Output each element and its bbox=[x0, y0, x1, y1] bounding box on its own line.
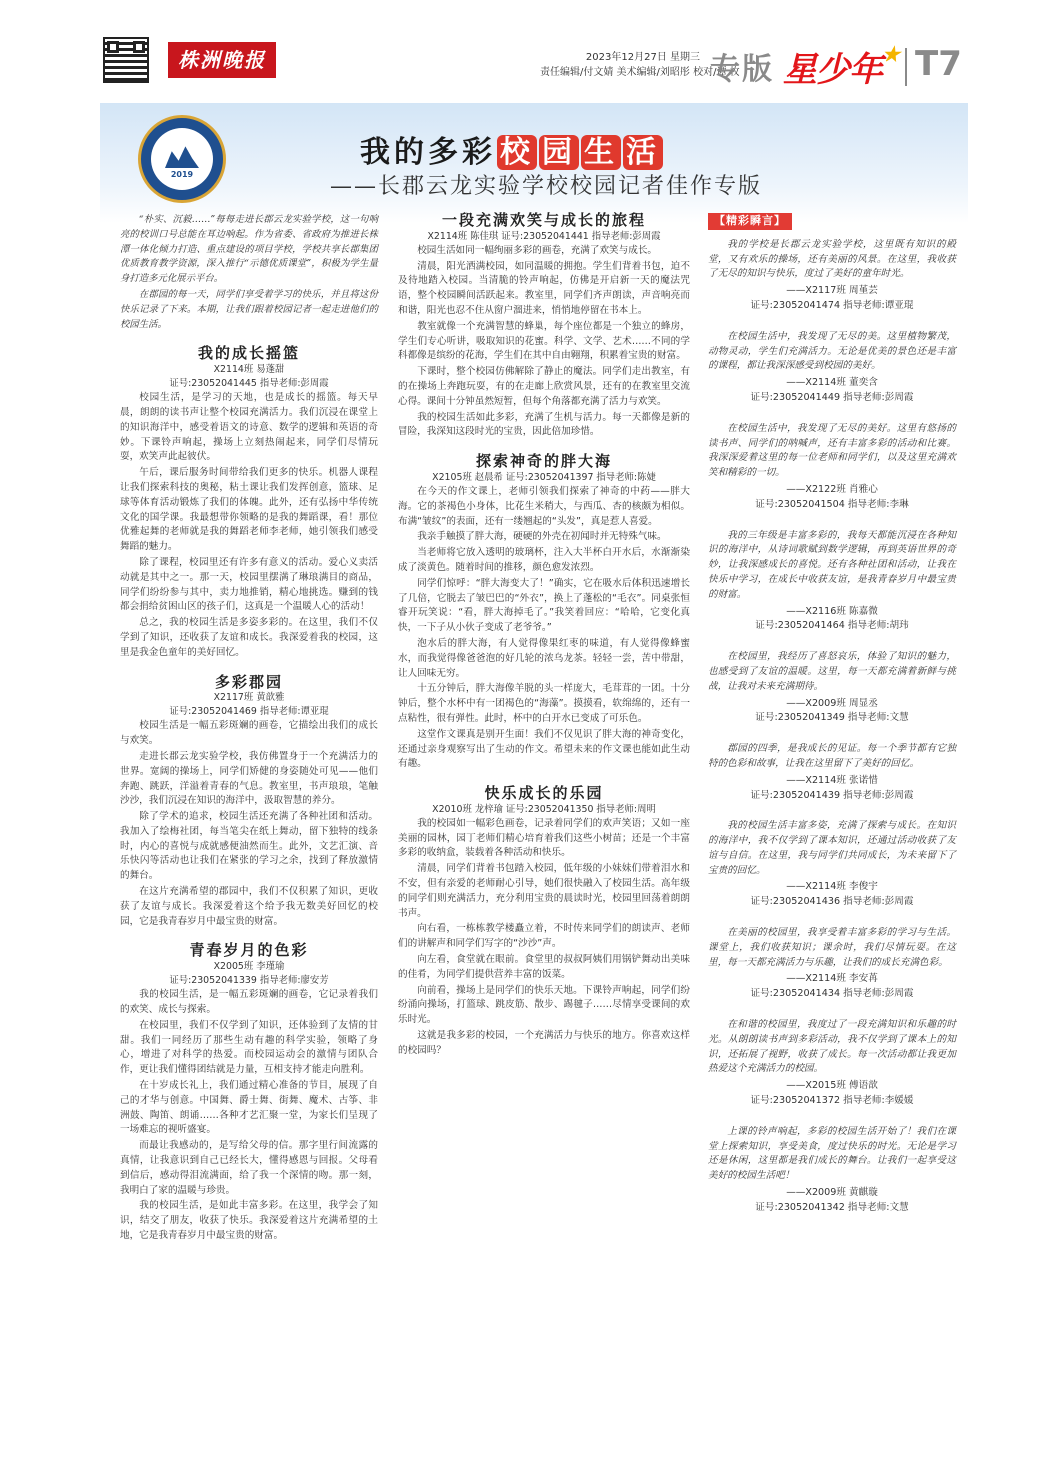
quote-cert: 证号:23052041464 指导老师:胡玮 bbox=[755, 620, 909, 632]
header-band bbox=[100, 103, 968, 223]
section-tag: 【精彩瞬言】 bbox=[708, 213, 792, 230]
article-paragraph: 泡水后的胖大海，有人觉得像果红枣的味道，有人觉得像蜂蜜水，而我觉得像爸爸泡的好几轮的浓乌龙茶。轻轻一尝，苦中带甜，让人回味无穷。 bbox=[398, 637, 690, 679]
article-paragraph: 向前看，操场上是同学们的快乐天地。下课铃声响起，同学们纷纷涌向操场，打篮球、跳皮筋、散步、踢毽子……尽情享受课间的欢乐时光。 bbox=[398, 984, 690, 1026]
quote-author: ——X2114班 董奕含 bbox=[786, 377, 878, 389]
quote-item bbox=[708, 1125, 956, 1216]
article-cert: 证号:23052041339 指导老师:廖安芳 bbox=[169, 975, 329, 987]
article-paragraph: 我的校园生活如此多彩，充满了生机与活力。每一天都像是新的冒险，我深知这段时光的宝贵，因此倍加珍惜。 bbox=[398, 411, 690, 438]
intro-paragraph: 在郡园的每一天，同学们享受着学习的快乐，并且将这份快乐记录了下来。本期，让我们跟着校园记者一起走进他们的校园生活。 bbox=[120, 288, 378, 330]
quote-author: ——X2114班 李安苒 bbox=[786, 973, 878, 985]
page-number: T7 bbox=[915, 44, 962, 84]
editor-credits: 责任编辑/付文婧 美术编辑/刘昭彤 校对/谭 枚 bbox=[540, 67, 740, 78]
column-right bbox=[708, 213, 956, 1232]
quote-cert: 证号:23052041439 指导老师:彭周霞 bbox=[750, 789, 914, 801]
issue-info bbox=[540, 50, 740, 80]
article-paragraph: 教室就像一个充满智慧的蜂巢，每个座位都是一个独立的蜂房，学生们专心听讲，吸取知识的花蜜。科学、文学、艺术……不同的学科都像是缤纷的花海，学生们在其中自由翱翔，积累着宝贵的财富。 bbox=[398, 320, 690, 362]
article-paragraph: 除了课程，校园里还有许多有意义的活动。爱心义卖活动就是其中之一。那一天，校园里摆满了琳琅满目的商品，同学们纷纷参与其中，卖力地推销，精心地挑选。赚到的钱都会捐给贫困山区的孩子们，这真是一个温暖人心的活动！ bbox=[120, 556, 378, 613]
article-byline: X2117班 黄歆雅 bbox=[213, 692, 285, 704]
quote-author: ——X2009班 周显丞 bbox=[786, 697, 878, 709]
article bbox=[398, 786, 690, 1059]
article-paragraph: 校园生活，是学习的天地，也是成长的摇篮。每天早晨，朗朗的读书声让整个校园充满活力。我们沉浸在课堂上的知识海洋中，感受着语文的诗意、数学的逻辑和英语的奇妙。下课铃声响起，操场上立刻热闹起来，同学们尽情玩耍，欢笑声此起彼伏。 bbox=[120, 392, 378, 463]
article-title: 一段充满欢笑与成长的旅程 bbox=[441, 211, 646, 229]
article-paragraph: 在这片充满希望的郡园中，我们不仅积累了知识，更收获了友谊与成长。我深爱着这个给予我无数美好回忆的校园，它是我青春岁月中最宝贵的财富。 bbox=[120, 886, 378, 927]
article bbox=[120, 346, 378, 660]
article-paragraph: 下课时，整个校园仿佛解除了静止的魔法。同学们走出教室，有的在操场上奔跑玩耍，有的在走廊上欣赏风景，还有的在教室里交流心得。课间十分钟虽然短暂，但每个角落都充满了活力与欢笑。 bbox=[398, 366, 690, 407]
article-paragraph: 午后，课后服务时间带给我们更多的快乐。机器人课程让我们探索科技的奥秘，粘土课让我们发挥创意，篮球、足球等体育活动锻炼了我们的体魄。此外，还有弘扬中华传统文化的国学课。我最想带你领略的是我的舞蹈课，看！那位优雅起舞的老师就是我的舞蹈老师李老师，她引领我们感受舞蹈的魅力。 bbox=[120, 467, 378, 553]
article-byline: X2010班 龙梓瑜 证号:23052041350 指导老师:周明 bbox=[432, 803, 656, 815]
divider bbox=[905, 48, 907, 86]
article-paragraph: 清晨，同学们背着书包踏入校园，低年级的小妹妹们带着泪水和不安，但有亲爱的老师耐心引导，她们很快融入了校园生活。高年级的同学们则充满活力，充分利用宝贵的晨读时光，校园里回荡着朗朗书声。 bbox=[398, 863, 690, 919]
article-title: 我的成长摇篮 bbox=[197, 344, 300, 363]
issue-date: 2023年12月27日 星期三 bbox=[585, 52, 700, 63]
quote-text: 在校园生活中，我发现了无尽的美。这里植物繁茂，动物灵动，学生们充满活力。无论是优美的景色还是丰富的课程，都让我深深感受到校园的美好。 bbox=[708, 330, 956, 372]
article-paragraph: 这堂作文课真是别开生面！我们不仅见识了胖大海的神奇变化，还通过亲身观察写出了生动的作文。希望未来的作文课也能如此生动有趣。 bbox=[398, 728, 690, 770]
quote-author: ——X2122班 肖雅心 bbox=[786, 483, 878, 495]
article-byline: X2114班 易蓬甜 bbox=[213, 364, 285, 376]
title-highlight: 活 bbox=[623, 135, 663, 170]
quote-item bbox=[708, 650, 956, 726]
quote-item bbox=[708, 819, 956, 910]
column-left bbox=[120, 213, 378, 1250]
article-paragraph: 向右看，一栋栋教学楼矗立着，不时传来同学们的朗读声、老师们的讲解声和同学们写字的“沙沙”声。 bbox=[398, 923, 690, 950]
article-paragraph: 在十岁成长礼上，我们通过精心准备的节目，展现了自己的才华与创意。中国舞、爵士舞、街舞、魔术、古筝、非洲鼓、陶笛、朗诵……各种才艺汇聚一堂，为家长们呈现了一场难忘的视听盛宴。 bbox=[120, 1080, 378, 1136]
article-paragraph: 我的校园如一幅彩色画卷，记录着同学们的欢声笑语；又如一座美丽的园林，园丁老师们精心培育着我们这些小树苗；还是一个丰富多彩的收纳盒，装载着各种活动和快乐。 bbox=[398, 817, 690, 859]
article-title: 探索神奇的胖大海 bbox=[475, 452, 612, 471]
article-title: 多彩郡园 bbox=[214, 672, 283, 691]
title-highlight: 校 bbox=[497, 135, 537, 170]
newspaper-logo: 株洲晚报 bbox=[168, 42, 276, 78]
quote-item bbox=[708, 330, 956, 406]
quote-cert: 证号:23052041342 指导老师:文慧 bbox=[755, 1201, 909, 1213]
masthead bbox=[0, 0, 1039, 100]
quote-item bbox=[708, 926, 956, 1002]
article-byline: X2114班 陈佳琪 证号:23052041441 指导老师:彭周霞 bbox=[427, 230, 661, 242]
quote-text: 在校园生活中，我发现了无尽的美好。这里有悠扬的读书声、同学们的呐喊声，还有丰富多彩的活动和比赛。我深深爱着这里的每一位老师和同学们，以及这里充满欢笑和精彩的一切。 bbox=[708, 422, 956, 479]
article-byline: X2105班 赵晨希 证号:23052041397 指导老师:陈婕 bbox=[432, 471, 656, 483]
quote-cert: 证号:23052041474 指导老师:谭亚琨 bbox=[750, 299, 914, 311]
article-paragraph: 我的校园生活，是一幅五彩斑斓的画卷，它记录着我们的欢笑、成长与探索。 bbox=[120, 989, 378, 1016]
article-paragraph: 十五分钟后，胖大海像羊脱的头一样庞大，毛茸茸的一团。十分钟后，整个水杯中有一团褐色的“海藻”。摸摸看，软绵绵的，还有一点粘性，很有弹性。此时，杯中的白开水已变成了可乐色。 bbox=[398, 683, 690, 724]
quote-author: ——X2116班 陈嘉微 bbox=[786, 605, 878, 617]
article bbox=[120, 943, 378, 1243]
page-title bbox=[360, 127, 664, 171]
article-paragraph: 我亲手触摸了胖大海，硬硬的外壳在初闻时并无特殊气味。 bbox=[417, 531, 667, 543]
quote-text: 在美丽的校园里，我享受着丰富多彩的学习与生活。课堂上，我们收获知识；课余时，我们尽情玩耍。在这里，每一天都充满活力与乐趣，让我们的成长充满色彩。 bbox=[708, 927, 956, 968]
quote-author: ——X2114班 李俊宇 bbox=[786, 881, 878, 893]
quote-cert: 证号:23052041449 指导老师:彭周霞 bbox=[750, 391, 914, 403]
qr-code-icon[interactable] bbox=[103, 37, 149, 83]
article-paragraph: 当老师将它放入透明的玻璃杯，注入大半杯白开水后，水渐渐染成了淡黄色。随着时间的推移，颜色愈发浓烈。 bbox=[398, 547, 690, 573]
quote-text: 在校园里，我经历了喜怒哀乐，体验了知识的魅力，也感受到了友谊的温暖。这里，每一天都充满着新鲜与挑战，让我对未来充满期待。 bbox=[708, 651, 956, 692]
quote-text: 上课的铃声响起，多彩的校园生活开始了！我们在课堂上探索知识，享受美食，度过快乐的时光。无论是学习还是休闲，这里都是我们成长的舞台。让我们一起享受这美好的校园生活吧！ bbox=[708, 1125, 956, 1182]
quote-author: ——X2117班 周堇芸 bbox=[786, 285, 878, 297]
quote-text: 在和谐的校园里，我度过了一段充满知识和乐趣的时光。从朗朗读书声到多彩活动，我不仅学到了课本上的知识，还拓展了视野，收获了成长。每一次活动都让我更加热爱这个充满活力的校园。 bbox=[708, 1019, 956, 1075]
article-title: 快乐成长的乐园 bbox=[484, 784, 604, 803]
article-paragraph: 而最让我感动的，是写给父母的信。那字里行间流露的真情，让我意识到自己已经长大，懂得感恩与回报。父母看到信后，感动得泪流满面，给了我一个深情的吻。那一刻，我明白了家的温暖与珍贵。 bbox=[120, 1140, 378, 1196]
section-label: 专版 bbox=[710, 52, 774, 87]
article-paragraph: 校园生活是一幅五彩斑斓的画卷，它描绘出我们的成长与欢笑。 bbox=[120, 720, 378, 747]
article-title: 青春岁月的色彩 bbox=[189, 941, 309, 960]
article-cert: 证号:23052041469 指导老师:谭亚琨 bbox=[169, 706, 329, 718]
quote-text: 我的学校是长郡云龙实验学校，这里既有知识的殿堂，又有欢乐的操场，还有美丽的风景。在这里，我收获了无尽的知识与快乐，度过了美好的童年时光。 bbox=[708, 238, 956, 280]
article bbox=[398, 454, 690, 772]
intro-paragraph: “朴实、沉毅……”每每走进长郡云龙实验学校，这一句响亮的校训口号总能在耳边响起。作为省委、省政府为推进长株潭一体化倾力打造、重点建设的项目学校，学校共享长郡集团优质教育教学资源，深入推行“示德优质课堂”，积极为学生量身打造多元化展示平台。 bbox=[120, 214, 378, 285]
column-middle bbox=[398, 213, 690, 1065]
star-icon: ★ bbox=[882, 42, 899, 66]
quote-item bbox=[708, 1018, 956, 1109]
quote-cert: 证号:23052041504 指导老师:李琳 bbox=[755, 498, 909, 510]
article-paragraph: 走进长郡云龙实验学校，我仿佛置身于一个充满活力的世界。宽阔的操场上，同学们矫健的身姿随处可见——他们奔跑、跳跃，洋溢着青春的气息。教室里，书声琅琅，笔触沙沙，我们沉浸在知识的海洋中，汲取智慧的养分。 bbox=[120, 750, 378, 807]
title-highlight: 生 bbox=[581, 135, 621, 170]
quote-cert: 证号:23052041372 指导老师:李媛媛 bbox=[750, 1095, 914, 1107]
article bbox=[120, 672, 378, 930]
quote-item bbox=[708, 422, 956, 513]
quote-author: ——X2015班 傅语歆 bbox=[786, 1080, 878, 1092]
quote-item bbox=[708, 529, 956, 635]
page-subtitle: ——长郡云龙实验学校校园记者佳作专版 bbox=[330, 174, 763, 199]
article-paragraph: 校园生活如同一幅绚丽多彩的画卷，充满了欢笑与成长。 bbox=[417, 244, 658, 256]
quote-text: 郡园的四季，是我成长的见证。每一个季节都有它独特的色彩和故事，让我在这里留下了美好的回忆。 bbox=[708, 743, 956, 769]
article-paragraph: 这就是我多彩的校园，一个充满活力与快乐的地方。你喜欢这样的校园吗？ bbox=[398, 1030, 690, 1056]
article-paragraph: 除了学术的追求，校园生活还充满了各种社团和活动。我加入了绘梅社团，每当笔尖在纸上舞动，留下独特的线条时，内心的喜悦与成就感便油然而生。此外，文艺汇演、音乐快闪等活动也让我们在紧张的学习之余，找到了释放激情的舞台。 bbox=[120, 811, 378, 882]
article-paragraph: 清晨，阳光洒满校园，如同温暖的拥抱。学生们背着书包，迫不及待地踏入校园。当清脆的铃声响起，仿佛是开启新一天的魔法咒语，整个校园瞬间活跃起来。教室里，同学们齐声朗读，声音响亮而和谐，阳光也忍不住从窗户溜进来，悄悄地停留在书本上。 bbox=[398, 260, 690, 316]
quote-author: ——X2009班 黄麒璇 bbox=[786, 1187, 878, 1199]
quote-item bbox=[708, 238, 956, 314]
article-paragraph: 向左看，食堂就在眼前。食堂里的叔叔阿姨们用锅铲舞动出美味的佳肴，为同学们提供营养丰富的饭菜。 bbox=[398, 954, 690, 980]
quote-cert: 证号:23052041349 指导老师:文慧 bbox=[755, 712, 909, 724]
quote-text: 我的三年级是丰富多彩的，我每天都能沉浸在各种知识的海洋中，从诗词歌赋到数学逻辑，再到英语世界的奇妙，让我深感成长的喜悦。还有各种社团和活动，让我在快乐中学习，在成长中收获友谊，是我青春岁月中最宝贵的财富。 bbox=[708, 529, 956, 600]
quote-cert: 证号:23052041434 指导老师:彭周霞 bbox=[750, 988, 914, 1000]
title-highlight: 园 bbox=[539, 135, 579, 170]
article-paragraph: 在今天的作文课上，老师引领我们探索了神奇的中药——胖大海。它的茶褐色小身体，比花生米稍大，与西瓜、杏的核颇为相似。布满“皱纹”的表面，还有一缕翘起的“头发”，真是惹人喜爱。 bbox=[398, 485, 690, 527]
article-paragraph: 在校园里，我们不仅学到了知识，还体验到了友情的甘甜。我们一同经历了那些生动有趣的科学实验，领略了身心，增进了对科学的热爱。而校园运动会的激情与团队合作，更让我们懂得团结就是力量，互相支持才能走向胜利。 bbox=[120, 1019, 378, 1076]
article bbox=[398, 213, 690, 440]
article-paragraph: 我的校园生活，是如此丰富多彩。在这里，我学会了知识，结交了朋友，收获了快乐。我深爱着这片充满希望的土地，它是我青春岁月中最宝贵的财富。 bbox=[120, 1200, 378, 1242]
quote-item bbox=[708, 742, 956, 803]
title-prefix: 我的多彩 bbox=[360, 135, 496, 170]
quote-text: 我的校园生活丰富多姿，充满了探索与成长。在知识的海洋中，我不仅学到了课本知识，还通过活动收获了友谊与自信。在这里，我与同学们共同成长，为未来留下了宝贵的回忆。 bbox=[708, 820, 956, 876]
article-byline: X2005班 李瑾瑜 bbox=[213, 961, 285, 973]
brand-text: 星少年 bbox=[783, 50, 882, 90]
quote-cert: 证号:23052041436 指导老师:彭周霞 bbox=[750, 896, 914, 908]
article-paragraph: 总之，我的校园生活是多姿多彩的。在这里，我们不仅学到了知识，还收获了友谊和成长。我深爱着我的校园，这里是我金色童年的美好回忆。 bbox=[120, 617, 378, 658]
article-cert: 证号:23052041445 指导老师:彭周霞 bbox=[169, 378, 329, 390]
article-paragraph: 同学们惊呼：“胖大海变大了！”确实，它在吸水后体积迅速增长了几倍，它脱去了皱巴巴的“外衣”，换上了蓬松的“毛衣”。同桌张恒睿开玩笑说：“看，胖大海掉毛了。”我笑着回应：“哈哈，它变化真快，一下子从小伙子变成了老爷爷。” bbox=[398, 577, 690, 634]
brand-logo bbox=[783, 42, 899, 91]
quote-author: ——X2114班 张诺惜 bbox=[786, 774, 878, 786]
feature-page bbox=[100, 103, 968, 1443]
school-emblem-icon bbox=[138, 115, 226, 203]
